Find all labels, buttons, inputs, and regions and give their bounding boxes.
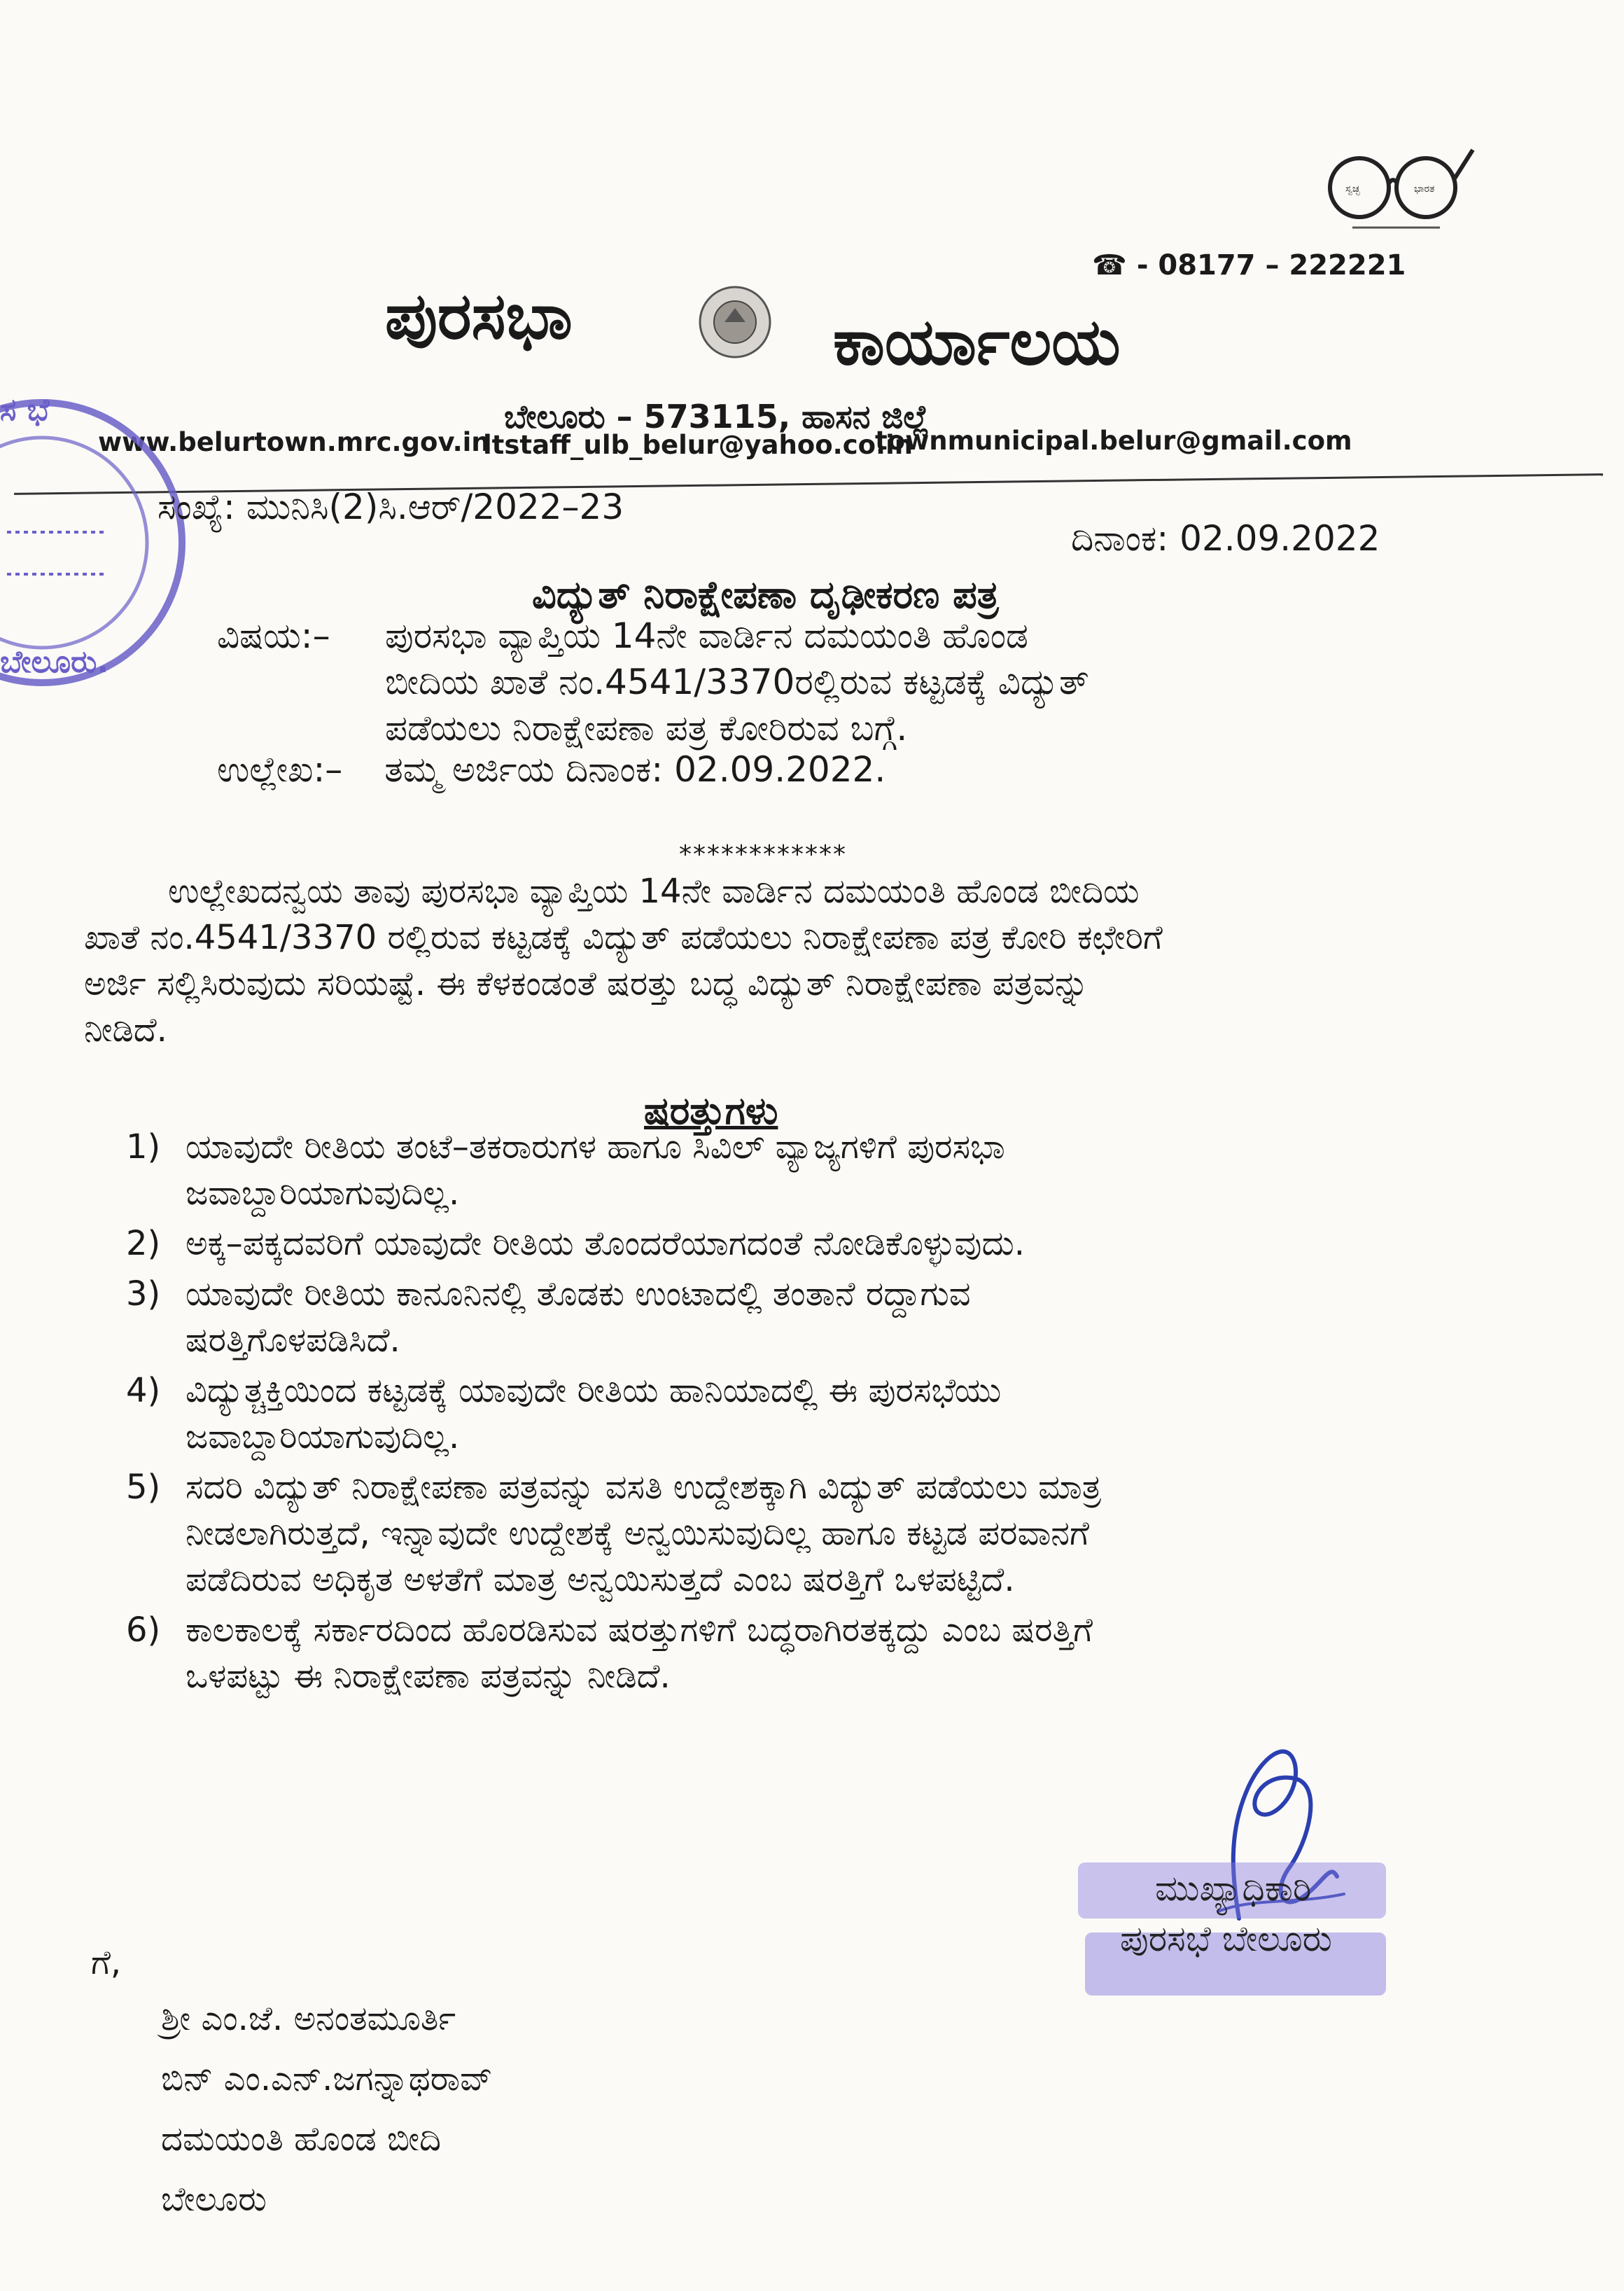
separator-stars: ************ xyxy=(679,840,847,869)
condition-number: 1) xyxy=(126,1127,161,1167)
recipient-address xyxy=(161,1989,492,2229)
office-heading-right: ಕಾರ್ಯಾಲಯ xyxy=(833,305,1121,379)
condition-line: ಒಳಪಟ್ಟು ಈ ನಿರಾಕ್ಷೇಪಣಾ ಪತ್ರವನ್ನು ನೀಡಿದೆ. xyxy=(186,1657,671,1696)
condition-line: ಅಕ್ಕ–ಪಕ್ಕದವರಿಗೆ ಯಾವುದೇ ರೀತಿಯ ತೊಂದರೆಯಾಗದಂತೆ ನೋಡಿಕೊಳ್ಳುವುದು. xyxy=(186,1224,1026,1263)
office-heading-left: ಪುರಸಭಾ xyxy=(385,279,573,354)
condition-item xyxy=(126,1464,1421,1603)
reference-number: ಸಂಖ್ಯೆ: ಮುನಿಸಿ(2)ಸಿ.ಆರ್/2022–23 xyxy=(158,487,624,527)
recipient-line: ಶ್ರೀ ಎಂ.ಜೆ. ಅನಂತಮೂರ್ತಿ xyxy=(161,1999,456,2038)
signatory-office: ಪುರಸಭೆ ಬೇಲೂರು xyxy=(1120,1919,1332,1959)
recipient-line: ಬೇಲೂರು xyxy=(161,2180,267,2219)
condition-item xyxy=(126,1607,1421,1699)
condition-number: 5) xyxy=(126,1468,161,1507)
conditions-heading: ಷರತ್ತುಗಳು xyxy=(644,1089,778,1133)
subject-line: ಪಡೆಯಲು ನಿರಾಕ್ಷೇಪಣಾ ಪತ್ರ ಕೋರಿರುವ ಬಗ್ಗೆ. xyxy=(385,708,908,748)
subject-label: ವಿಷಯ:– xyxy=(217,615,330,656)
swachh-bharat-logo-icon xyxy=(1310,140,1478,238)
body-line: ಉಲ್ಲೇಖದನ್ವಯ ತಾವು ಪುರಸಭಾ ವ್ಯಾಪ್ತಿಯ 14ನೇ ವಾರ್ಡಿನ ದಮಯಂತಿ ಹೊಂಡ ಬೀದಿಯ xyxy=(168,872,1140,911)
recipient-line: ಬಿನ್ ಎಂ.ಎನ್.ಜಗನ್ನಾಥರಾವ್ xyxy=(161,2059,493,2098)
condition-line: ಷರತ್ತಿಗೊಳಪಡಿಸಿದೆ. xyxy=(186,1321,400,1360)
condition-number: 2) xyxy=(126,1224,161,1263)
condition-item xyxy=(126,1271,1421,1363)
reference-block xyxy=(217,749,886,791)
condition-item xyxy=(126,1220,1421,1267)
contact-line xyxy=(98,427,1610,483)
letter-date: ದಿನಾಂಕ: 02.09.2022 xyxy=(1071,518,1380,559)
condition-line: ಪಡೆದಿರುವ ಅಧಿಕೃತ ಅಳತೆಗೆ ಮಾತ್ರ ಅನ್ವಯಿಸುತ್ತದೆ ಎಂಬ ಷರತ್ತಿಗೆ ಒಳಪಟ್ಟಿದೆ. xyxy=(186,1560,1015,1599)
condition-line: ಜವಾಬ್ದಾರಿಯಾಗುವುದಿಲ್ಲ. xyxy=(186,1174,460,1213)
email-link-1[interactable]: ltstaff_ulb_belur@yahoo.co.in xyxy=(483,430,913,460)
condition-number: 6) xyxy=(126,1610,161,1650)
recipient-to-label: ಗೆ, xyxy=(91,1943,122,1982)
seal-text-top: ಸ ಭೆ xyxy=(0,392,50,428)
condition-line: ವಿದ್ಯುತ್ಚಕ್ತಿಯಿಂದ ಕಟ್ಟಡಕ್ಕೆ ಯಾವುದೇ ರೀತಿಯ ಹಾನಿಯಾದಲ್ಲಿ ಈ ಪುರಸಭೆಯು xyxy=(186,1371,1002,1410)
letter-title: ವಿದ್ಯುತ್ ನಿರಾಕ್ಷೇಪಣಾ ದೃಢೀಕರಣ ಪತ್ರ xyxy=(532,573,999,617)
email-link-2[interactable]: townmunicipal.belur@gmail.com xyxy=(875,426,1352,456)
subject-text xyxy=(385,613,1491,751)
signatory-designation: ಮುಖ್ಯಾಧಿಕಾರಿ xyxy=(1155,1868,1312,1909)
conditions-list xyxy=(126,1124,1421,1704)
office-seal-stamp xyxy=(0,371,210,721)
body-paragraph xyxy=(84,868,1400,1053)
condition-line: ಯಾವುದೇ ರೀತಿಯ ಕಾನೂನಿನಲ್ಲಿ ತೊಡಕು ಉಂಟಾದಲ್ಲಿ ತಂತಾನೆ ರದ್ದಾಗುವ xyxy=(186,1274,971,1314)
office-address: ಬೇಲೂರು – 573115, ಹಾಸನ ಜಿಲ್ಲೆ xyxy=(504,398,930,436)
subject-line: ಬೀದಿಯ ಖಾತೆ ನಂ.4541/3370ರಲ್ಲಿರುವ ಕಟ್ಟಡಕ್ಕೆ ವಿದ್ಯುತ್ xyxy=(385,662,1089,702)
municipal-emblem-icon xyxy=(676,284,794,361)
condition-number: 4) xyxy=(126,1371,161,1410)
website-link[interactable]: www.belurtown.mrc.gov.in xyxy=(98,427,490,457)
phone-number: ☎ - 08177 – 222221 xyxy=(1092,249,1406,281)
condition-item xyxy=(126,1124,1421,1216)
reference-label: ಉಲ್ಲೇಖ:– xyxy=(217,749,343,790)
condition-number: 3) xyxy=(126,1274,161,1314)
condition-line: ಕಾಲಕಾಲಕ್ಕೆ ಸರ್ಕಾರದಿಂದ ಹೊರಡಿಸುವ ಷರತ್ತುಗಳಿಗೆ ಬದ್ಧರಾಗಿರತಕ್ಕದ್ದು ಎಂಬ ಷರತ್ತಿಗೆ xyxy=(186,1610,1093,1650)
condition-line: ಸದರಿ ವಿದ್ಯುತ್ ನಿರಾಕ್ಷೇಪಣಾ ಪತ್ರವನ್ನು ವಸತಿ ಉದ್ದೇಶಕ್ಕಾಗಿ ವಿದ್ಯುತ್ ಪಡೆಯಲು ಮಾತ್ರ xyxy=(186,1468,1102,1507)
seal-text-bottom: ಬೇಲೂರು. xyxy=(0,644,109,680)
reference-value: ತಮ್ಮ ಅರ್ಜಿಯ ದಿನಾಂಕ: 02.09.2022. xyxy=(384,749,886,790)
recipient-line: ದಮಯಂತಿ ಹೊಂಡ ಬೀದಿ xyxy=(161,2119,442,2159)
condition-line: ನೀಡಲಾಗಿರುತ್ತದೆ, ಇನ್ನಾವುದೇ ಉದ್ದೇಶಕ್ಕೆ ಅನ್ವಯಿಸುವುದಿಲ್ಲ ಹಾಗೂ ಕಟ್ಟಡ ಪರವಾನಗೆ xyxy=(186,1514,1089,1553)
subject-line: ಪುರಸಭಾ ವ್ಯಾಪ್ತಿಯ 14ನೇ ವಾರ್ಡಿನ ದಮಯಂತಿ ಹೊಂಡ xyxy=(385,615,1028,656)
body-line: ಖಾತೆ ನಂ.4541/3370 ರಲ್ಲಿರುವ ಕಟ್ಟಡಕ್ಕೆ ವಿದ್ಯುತ್ ಪಡೆಯಲು ನಿರಾಕ್ಷೇಪಣಾ ಪತ್ರ ಕೋರಿ ಕಛೇರಿಗೆ xyxy=(84,918,1163,957)
svg-text:ಸ್ವಚ್ಛ: ಸ್ವಚ್ಛ xyxy=(1345,183,1360,195)
body-line: ನೀಡಿದೆ. xyxy=(84,1010,167,1050)
condition-line: ಜವಾಬ್ದಾರಿಯಾಗುವುದಿಲ್ಲ. xyxy=(186,1417,460,1456)
condition-item xyxy=(126,1367,1421,1460)
svg-text:ಭಾರತ: ಭಾರತ xyxy=(1414,183,1435,195)
telephone-icon: ☎ xyxy=(1092,249,1127,281)
body-line: ಅರ್ಜಿ ಸಲ್ಲಿಸಿರುವುದು ಸರಿಯಷ್ಟೆ. ಈ ಕೆಳಕಂಡಂತೆ ಷರತ್ತು ಬದ್ಧ ವಿದ್ಯುತ್ ನಿರಾಕ್ಷೇಪಣಾ ಪತ್ರವನ್ನು xyxy=(84,964,1089,1003)
condition-line: ಯಾವುದೇ ರೀತಿಯ ತಂಟೆ–ತಕರಾರುಗಳ ಹಾಗೂ ಸಿವಿಲ್ ವ್ಯಾಜ್ಯಗಳಿಗೆ ಪುರಸಭಾ xyxy=(186,1127,1005,1167)
